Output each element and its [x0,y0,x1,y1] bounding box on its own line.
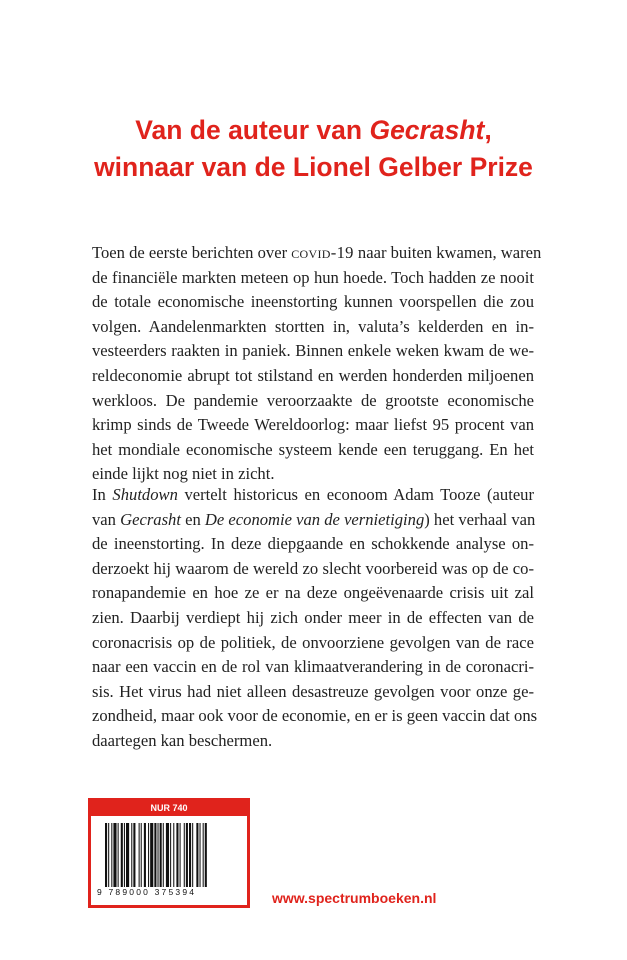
barcode-bar [154,823,156,887]
barcode-bar [203,823,204,887]
barcode-bar [158,823,159,887]
barcode-bar [189,823,191,887]
barcode-bar [192,823,193,887]
barcode-bar [196,823,198,887]
barcode-bar [118,823,119,887]
barcode-bar [131,823,132,887]
book-title-shutdown: Shutdown [112,485,178,504]
headline-line-1: Van de auteur van Gecrasht, [135,115,492,145]
barcode-bar [170,823,171,887]
book-title-economie: De economie van de vernietiging [204,509,425,529]
headline [0,112,627,186]
barcode-bar [160,823,162,887]
barcode-bar [141,823,142,887]
barcode-bar [144,823,146,887]
barcode-box [88,798,250,908]
nur-label: NUR 740 [91,801,247,816]
barcode-bar [186,823,188,887]
blurb-paragraph-2: In Shutdown vertelt historicus en econoom Adam Tooze (auteur van Gecrasht en De economie van de vernietiging) het verhaal van de ineenstorting. In deze diepgaande en schokkende analyse on- derzoekt hij waarom de wereld zo slecht voorbereid was op de co- ronapandemie en hoe ze er na deze ongeëvenaarde crisis uit zal zien. Daarbij verdiept hij zich onder meer in de effecten van de coronacrisis op de politiek, de onvoorziene gevolgen van de race naar een vaccin en de rol van klimaatverandering in de coronacri- sis. Het virus had niet alleen desastreuze gevolgen voor onze ge- zondheid, maar ook voor de economie, en er is geen vaccin dat ons daartegen kan beschermen. [92,485,538,750]
barcode-bar [173,823,174,887]
barcode-bar [105,823,107,887]
barcode-bar [124,823,125,887]
headline-line-2: winnaar van de Lionel Gelber Prize [94,152,533,182]
barcode-bar [150,823,153,887]
isbn-digits: 9 789000 375394 [97,887,197,897]
book-title-gecrasht: Gecrasht [369,115,485,145]
barcode-bar [180,823,181,887]
barcode-bar [163,823,164,887]
barcode-bar [176,823,178,887]
barcode-bar [139,823,140,887]
barcode-bar [184,823,185,887]
barcode-bar [166,823,169,887]
barcode-bar [148,823,149,887]
barcode-bar [200,823,201,887]
barcode-bar [113,823,116,887]
barcode-bar [121,823,123,887]
covid-small-caps: covid-19 [291,243,354,262]
publisher-website: www.spectrumboeken.nl [272,890,437,906]
barcode-bar [133,823,135,887]
barcode-icon [105,823,237,887]
barcode-bar [108,823,109,887]
barcode-bar [126,823,129,887]
barcode-bar [205,823,207,887]
barcode-bar [111,823,112,887]
blurb-paragraph-1: Toen de eerste berichten over covid-19 naar buiten kwamen, waren de financiële markten meteen op hun hoede. Toch hadden ze nooit de totale economische ineenstorting kunnen voorspellen die zou volgen. Aandelenmarkten stortten in, valuta’s kelderden en in- vesteerders raakten in paniek. Binnen enkele weken kwam de we- reldeconomie abrupt tot stilstand en werden honderden miljoenen werkloos. De pandemie veroorzaakte de grootste economische krimp sinds de Tweede Wereldoorlog: maar liefst 95 procent van het mondiale economische systeem kende een teruggang. En het einde lijkt nog niet in zicht. [92,243,542,484]
book-title-gecrasht-inline: Gecrasht [120,509,181,529]
